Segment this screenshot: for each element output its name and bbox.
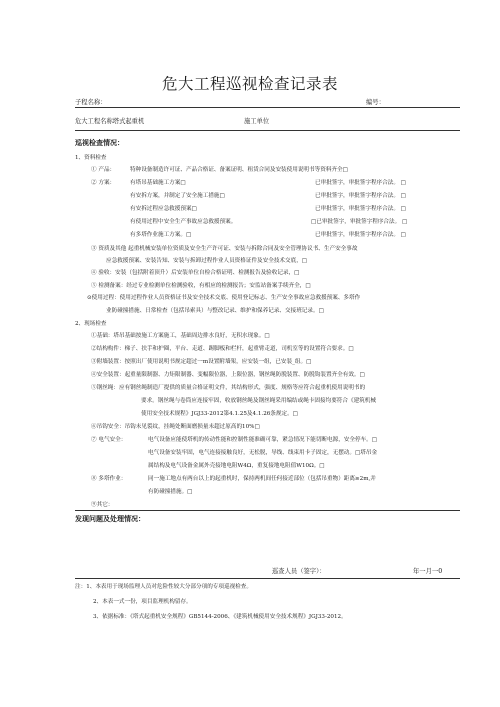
- construction-unit-label: 施工单位: [244, 118, 270, 125]
- site-check-text: 同一施工地点有两台以上的起重机时，保持两机间任何接近部位（包括吊重物）距离≥2m,并: [148, 476, 376, 482]
- record-number-label: 编号：: [366, 99, 385, 106]
- inspector-signature-label: 巡查人员（签字）：: [272, 568, 326, 575]
- project-name: 危大工程名称塔式起重机: [75, 118, 145, 125]
- check-item-prefix: ② 方案：: [91, 180, 116, 186]
- site-check-text: ⑥吊钩安全：吊钩未见裂纹，挂绳处断面磨损量未超过原高的10%□: [91, 424, 260, 430]
- note-line: 3、依据标准：《塔式起重机安全规程》GB5144-2006、《建筑机械使用安全技术规程》JGJ33-2012。: [93, 614, 347, 620]
- site-check-text: ⑨其它：: [91, 502, 114, 508]
- note-line: 注：1、本表用于现场监理人员对危险性较大分部分项的专项巡视检查。: [75, 584, 252, 590]
- plan-status: □已审批签字，审批签字程序合法。 □: [311, 219, 408, 225]
- check-item-text: ⑤ 检测备案：经过专业检测单位检测验收，有相应的检测报告；安监站备案手续齐全，□: [91, 283, 311, 289]
- plan-name: 有塔吊基础施工方案□: [130, 180, 186, 186]
- date-label: 年一月一0: [413, 568, 443, 575]
- check-item-text: ③ 资质及其他 起重机械安装单位资质及安全生产许可证、安装与拆除合同及安全管理协议书、生产安全事故: [91, 246, 358, 252]
- section-title: 2、现场检查: [75, 321, 107, 327]
- section-title: 1、资料检查: [75, 155, 107, 161]
- inspection-heading: 巡视检查情况：: [75, 139, 124, 147]
- findings-heading: 发现问题及处理情况：: [75, 515, 145, 523]
- check-item-text: ⊙使用过程：使用过程作业人员资格证书及安全技术交底、使用登记标志、生产安全事故应急救援预案、多塔作: [87, 295, 361, 301]
- header-rule: [75, 130, 460, 131]
- check-item-text: ④ 验收：安装（包括附着顶升）后安装单位自检合格证明、检测报告及验收记录，□: [91, 270, 300, 276]
- site-check-text: 使用安全技术规程》JGJ33-2012第4.1.25及4.1.26条规定。□: [141, 411, 298, 417]
- site-check-text: 要求。钢丝绳与卷筒应连接牢固，收放钢丝绳及钢丝绳采用编结或绳卡固接均要符合《建筑机械: [141, 398, 376, 404]
- header-rule: [75, 107, 460, 108]
- site-check-text: ②结构构件：梯子、扶手和护圈，平台、走道、踢脚板和栏杆，起重臂走道，司机室等的设置符合要求。□: [91, 346, 354, 352]
- plan-name: 有使用过程中安全生产事故应急救援预案。: [130, 219, 237, 225]
- section-rule: [75, 578, 460, 579]
- site-check-text: 属结构及电气设备金属外壳接地电阻W4Ω，重复接地电阻值W10Ω。□: [148, 463, 325, 469]
- check-item-text: 业防碰撞措施、日常检查（包括吊索具）与整改记录、维护和保养记录、交接班记录。□: [106, 308, 324, 314]
- plan-name: 有安拆过程应急救援预案□: [130, 206, 197, 212]
- site-check-text: ①基础：塔吊基础按施工方案施工，基础周边排水良好，无积水现象。□: [91, 333, 270, 339]
- section-rule: [75, 510, 460, 511]
- note-line: 2、本表一式一份，项目监理机构留存。: [93, 599, 192, 605]
- project-name-label: 子程名称：: [75, 99, 107, 106]
- plan-status: 已审批签字，审批签字程序合法。 □: [315, 232, 406, 238]
- site-check-prefix: ⑧ 多塔作业：: [91, 476, 127, 482]
- site-check-text: 有防碰撞措施。□: [148, 489, 193, 495]
- plan-name: 有安拆方案，并制定了安全施工措施□: [130, 193, 225, 199]
- plan-name: 有多塔作业施工方案。□: [130, 232, 192, 238]
- site-check-text: ④安全装置：起重量限制器、力矩限制器、变幅限位器，上限位器，钢丝绳防脱装置、防脱钩装置齐全有效。□: [91, 372, 365, 378]
- site-check-prefix: ⑦ 电气安全：: [91, 437, 127, 443]
- plan-status: 已审批签字，审批签字程序合法。 □: [315, 180, 406, 186]
- plan-status: 已审批签字，审批签字程序合法。 □: [315, 193, 406, 199]
- site-check-text: 电气设备安装牢固，电气连接接触良好，无松脱，导线、线束用卡子固定，无摆动。□塔吊金: [148, 450, 378, 456]
- document-title: 危大工程巡视检查记录表: [161, 75, 338, 93]
- site-check-text: 电气设备应能使塔机的传动性能和控制性能准确可靠，紧急情况下能切断电源，安全停车。□: [148, 437, 378, 443]
- check-item-text: 特种设备制造许可证、产品合格证、备案证明、租赁合同及安装使用说明书等资料齐全□: [130, 167, 348, 173]
- check-item-text: 应急救援预案、安装告知、安装与拆卸过程作业人员资格证件及安全技术交底，□: [106, 258, 308, 264]
- site-check-text: ③附墙装置：按照出厂使用说明书规定超过一m设置附墙架，应安装一组，已安装_组。□: [91, 359, 312, 365]
- site-check-text: ⑤钢丝绳：应有钢丝绳制造厂提供的质量合格证明文件，其结构形式，强度、规格等应符合起重机使用说明书的: [91, 385, 366, 391]
- check-item-prefix: ① 产品：: [91, 167, 116, 173]
- plan-status: 已审批签字，审批签字程序合法。 □: [315, 206, 406, 212]
